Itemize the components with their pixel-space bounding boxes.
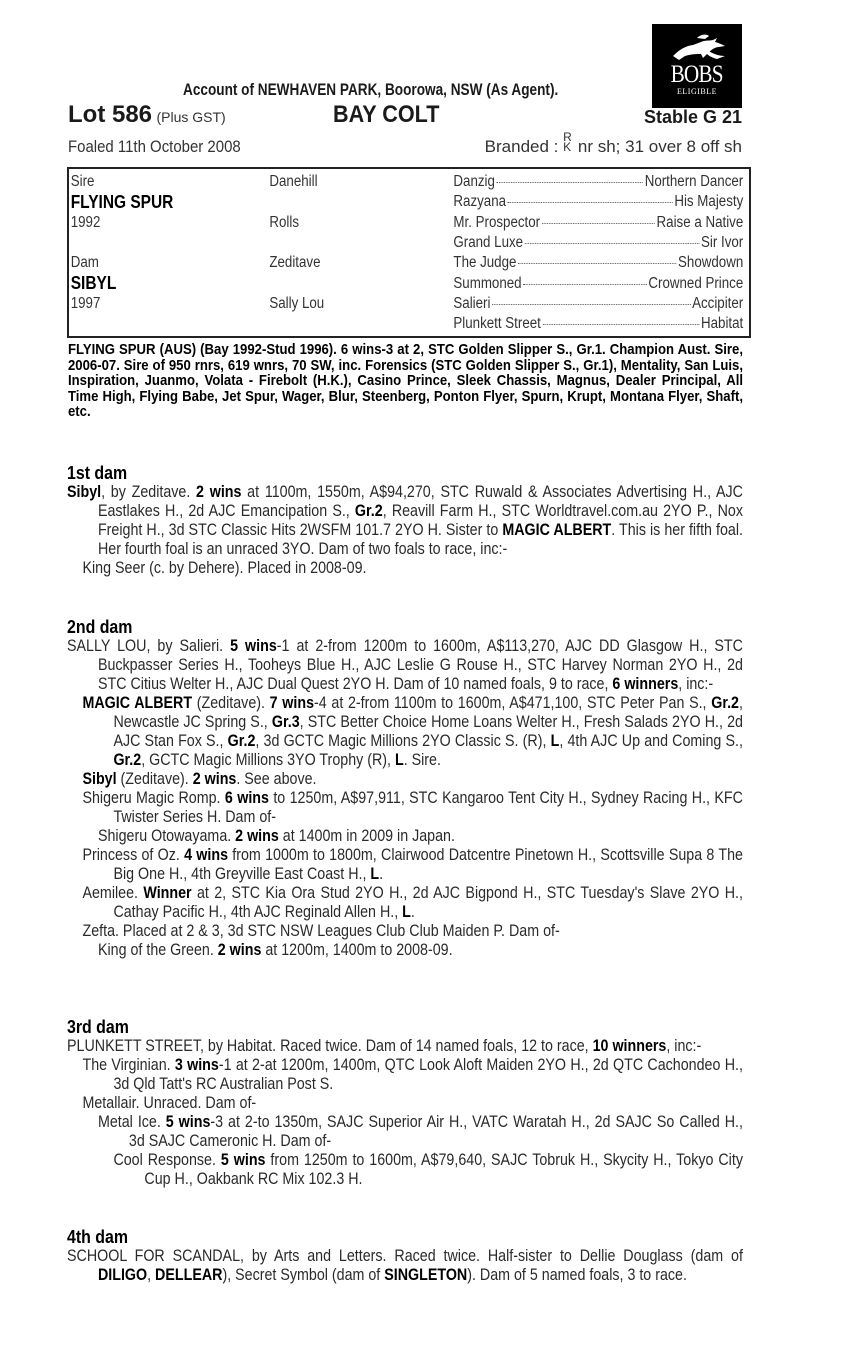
- bold-run: 5 wins: [220, 1150, 266, 1169]
- section-2nd-dam: [67, 617, 743, 959]
- text-run: (Zeditave).: [192, 693, 270, 712]
- text-run: . This is her fifth foal. Her fourth foal is an unraced 3YO. Dam of two foals to race, inc:-: [97, 520, 743, 558]
- text-run: SCHOOL FOR SCANDAL, by Arts and Letters. Raced twice. Half-sister to Dellie Douglass (dam of: [67, 1246, 743, 1265]
- pedigree-col1: FLYING SPUR: [70, 191, 174, 212]
- text-run: at 1400m in 2009 in Japan.: [278, 826, 455, 845]
- dotted-leader: [492, 304, 690, 305]
- dotted-leader: [523, 284, 646, 285]
- ancestor-dam: Salieri: [453, 294, 491, 312]
- ancestor-sire: Sir Ivor: [701, 234, 744, 252]
- bold-run: 6 wins: [224, 788, 269, 807]
- brand-mark-top: R: [563, 130, 572, 144]
- ancestor-dam: Plunkett Street: [453, 315, 541, 333]
- text-run: King Seer (c. by Dehere). Placed in 2008-09.: [82, 558, 367, 577]
- bold-run: Sibyl: [82, 769, 117, 788]
- text-run: SALLY LOU, by Salieri.: [67, 636, 231, 655]
- pedigree-entry: [67, 482, 743, 558]
- bold-run: MAGIC ALBERT: [82, 693, 193, 712]
- dotted-leader: [497, 182, 643, 183]
- text-run: PLUNKETT STREET, by Habitat. Raced twice. Dam of 14 named foals, 12 to race,: [67, 1036, 593, 1055]
- brand-description: [484, 130, 742, 157]
- bold-run: L: [394, 750, 404, 769]
- pedigree-entry: [67, 1093, 743, 1112]
- pedigree-col1: SIBYL: [70, 273, 117, 294]
- bold-run: 7 wins: [269, 693, 315, 712]
- pedigree-entry: [67, 883, 743, 921]
- text-run: at 1200m, 1400m to 2008-09.: [261, 940, 453, 959]
- text-run: to 1250m, A$97,911, STC Kangaroo Tent City H., Sydney Racing H., KFC Twister Series H. Dam of-: [113, 788, 743, 826]
- text-run: .: [410, 902, 415, 921]
- ancestor-sire: Accipiter: [692, 294, 744, 312]
- pedigree-entry: [67, 693, 743, 769]
- bold-run: MAGIC ALBERT: [502, 520, 612, 539]
- pedigree-entry: [67, 826, 743, 845]
- section-heading: 3rd dam: [67, 1016, 129, 1037]
- pedigree-col3: [453, 295, 748, 313]
- pedigree-row: [69, 273, 748, 293]
- pedigree-col3: [453, 214, 748, 232]
- text-run: -4 at 2-from 1100m to 1600m, A$471,100, STC Peter Pan S.,: [314, 693, 712, 712]
- pedigree-col1: 1992: [70, 213, 101, 231]
- text-run: Princess of Oz.: [82, 845, 185, 864]
- pedigree-col2: Danehill: [269, 173, 318, 191]
- section-heading: 4th dam: [67, 1226, 129, 1247]
- text-run: ), Secret Symbol (dam of: [222, 1265, 385, 1284]
- ancestor-sire: His Majesty: [674, 193, 744, 211]
- text-run: , Reavill Farm H., STC Worldtravel.com.au 2YO P., Nox Freight H., 3d STC Classic Hits 2WSFM 101.7 2YO H. Sister to: [97, 501, 743, 539]
- vendor-account: Account of NEWHAVEN PARK, Boorowa, NSW (As Agent).: [183, 80, 559, 99]
- text-run: (Zeditave).: [116, 769, 193, 788]
- pedigree-entry: [67, 1150, 743, 1188]
- bold-run: Gr.2: [354, 501, 383, 520]
- pedigree-col3: [453, 254, 748, 272]
- brand-mark-bottom: K: [563, 140, 572, 154]
- ancestor-dam: Mr. Prospector: [453, 213, 541, 231]
- section-3rd-dam: [67, 1017, 743, 1188]
- pedigree-row: [69, 233, 748, 253]
- ancestor-sire: Crowned Prince: [648, 274, 744, 292]
- text-run: , by Zeditave.: [101, 482, 197, 501]
- pedigree-row: [69, 172, 748, 192]
- bold-run: Winner: [143, 883, 192, 902]
- text-run: . See above.: [236, 769, 317, 788]
- text-run: Cool Response.: [113, 1150, 221, 1169]
- pedigree-col3: [453, 193, 748, 211]
- pedigree-table: [67, 167, 751, 338]
- pedigree-row: [69, 213, 748, 233]
- pedigree-row: [69, 253, 748, 273]
- pedigree-col2: Zeditave: [269, 254, 321, 272]
- text-run: , 4th AJC Up and Coming S.,: [559, 731, 743, 750]
- bold-run: Gr.2: [113, 750, 142, 769]
- pedigree-entry: [67, 1246, 743, 1284]
- bold-run: Gr.3: [271, 712, 300, 731]
- sire-summary: [68, 343, 742, 421]
- pedigree-entry: [67, 921, 743, 940]
- foaled-date: Foaled 11th October 2008: [68, 137, 241, 156]
- bold-run: 5 wins: [165, 1112, 211, 1131]
- bold-run: 6 winners: [612, 674, 679, 693]
- pedigree-entry: [67, 845, 743, 883]
- bold-run: Sibyl: [67, 482, 102, 501]
- ancestor-dam: Danzig: [453, 173, 495, 191]
- bold-run: 2 wins: [196, 482, 242, 501]
- text-run: Shigeru Otowayama.: [97, 826, 236, 845]
- text-run: from 1250m to 1600m, A$79,640, SAJC Tobruk H., Skycity H., Tokyo City Cup H., Oakbank RC Mix 102.3 H.: [144, 1150, 743, 1188]
- stable-location: Stable G 21: [643, 107, 742, 127]
- section-4th-dam: [67, 1227, 743, 1284]
- dotted-leader: [525, 243, 699, 244]
- bold-run: Gr.2: [711, 693, 739, 712]
- pedigree-row: [69, 294, 748, 314]
- bold-run: 2 wins: [217, 940, 262, 959]
- bold-run: 5 wins: [230, 636, 277, 655]
- bobs-eligible-logo: [652, 24, 742, 108]
- pedigree-col1: Sire: [70, 173, 95, 191]
- pedigree-entry: [67, 788, 743, 826]
- bold-run: 10 winners: [592, 1036, 667, 1055]
- bold-run: L: [402, 902, 411, 921]
- dotted-leader: [542, 223, 655, 224]
- ancestor-sire: Habitat: [700, 315, 744, 333]
- text-run: ). Dam of 5 named foals, 3 to race.: [467, 1265, 687, 1284]
- logo-brand-text: BOBS: [670, 61, 724, 88]
- text-run: , GCTC Magic Millions 3YO Trophy (R),: [141, 750, 395, 769]
- brand-mark: [563, 130, 573, 155]
- bold-run: 2 wins: [235, 826, 279, 845]
- text-run: Zefta. Placed at 2 & 3, 3d STC NSW Leagues Club Club Maiden P. Dam of-: [82, 921, 560, 940]
- pedigree-row: [69, 192, 748, 212]
- pedigree-row: [69, 314, 748, 334]
- pedigree-col3: [453, 315, 748, 333]
- dotted-leader: [518, 263, 676, 264]
- horse-rider-icon: [667, 32, 727, 64]
- text-run: The Virginian.: [82, 1055, 175, 1074]
- text-run: Metallair. Unraced. Dam of-: [82, 1093, 257, 1112]
- text-run: , 3d GCTC Magic Millions 2YO Classic S. (R),: [255, 731, 551, 750]
- ancestor-dam: Summoned: [453, 274, 522, 292]
- text-run: , inc:-: [678, 674, 714, 693]
- brand-rest: nr sh; 31 over 8 off sh: [577, 137, 742, 156]
- text-run: -1 at 2-from 1200m to 1600m, A$113,270, AJC DD Glasgow H., STC Buckpasser Series H., Tooheys Blue H., AJC Leslie G Rouse H., STC Harvey Norman 2YO H., 2d STC Citius Welter H., AJC Dual Quest 2YO H. Dam of 10 named foals, 9 to race,: [97, 636, 743, 693]
- text-run: Metal Ice.: [97, 1112, 166, 1131]
- text-run: . Sire.: [403, 750, 441, 769]
- text-run: , inc:-: [666, 1036, 702, 1055]
- ancestor-dam: The Judge: [453, 254, 517, 272]
- bold-run: 3 wins: [174, 1055, 219, 1074]
- bold-run: L: [550, 731, 560, 750]
- text-run: , STC Better Choice Home Loans Welter H., Fresh Salads 2YO H., 2d AJC Stan Fox S.,: [113, 712, 743, 750]
- text-run: at 2, STC Kia Ora Stud 2YO H., 2d AJC Bigpond H., STC Tuesday's Slave 2YO H., Cathay Pacific H., 4th AJC Reginald Allen H.,: [113, 883, 743, 921]
- pedigree-col2: Sally Lou: [269, 294, 325, 312]
- text-run: ,: [147, 1265, 156, 1284]
- bold-run: DILIGO: [97, 1265, 148, 1284]
- section-heading: 1st dam: [67, 462, 128, 483]
- pedigree-entry: [67, 558, 743, 577]
- dotted-leader: [508, 202, 673, 203]
- dotted-leader: [543, 324, 700, 325]
- bold-run: SINGLETON: [384, 1265, 468, 1284]
- text-run: Aemilee.: [82, 883, 144, 902]
- text-run: -1 at 2-at 1200m, 1400m, QTC Look Aloft Maiden 2YO H., 2d QTC Cachondeo H., 3d Qld Tatt's RC Australian Post S.: [113, 1055, 743, 1093]
- ancestor-sire: Showdown: [678, 254, 744, 272]
- brand-label: Branded :: [484, 137, 559, 156]
- pedigree-entry: [67, 769, 743, 788]
- bold-run: L: [370, 864, 380, 883]
- lot-label: Lot 586: [68, 101, 153, 128]
- pedigree-entry: [67, 636, 743, 693]
- section-1st-dam: [67, 463, 743, 577]
- text-run: , Newcastle JC Spring S.,: [113, 693, 743, 731]
- pedigree-entry: [67, 1036, 743, 1055]
- pedigree-col3: [453, 234, 748, 252]
- pedigree-col1: Dam: [70, 254, 99, 272]
- bold-run: 2 wins: [192, 769, 237, 788]
- ancestor-sire: Raise a Native: [656, 213, 744, 231]
- ancestor-dam: Grand Luxe: [453, 234, 524, 252]
- text-run: King of the Green.: [97, 940, 218, 959]
- text-run: from 1000m to 1800m, Clairwood Datcentre Pinetown H., Scottsville Supa 8 The Big One H., 4th Greyville East Coast H.,: [113, 845, 743, 883]
- pedigree-entry: [67, 1055, 743, 1093]
- pedigree-entry: [67, 1112, 743, 1150]
- bold-run: DELLEAR: [155, 1265, 223, 1284]
- text-run: -3 at 2-to 1350m, SAJC Superior Air H., VATC Waratah H., 2d SAJC So Called H., 3d SAJC Cameronic H. Dam of-: [128, 1112, 743, 1150]
- pedigree-col3: [453, 173, 748, 191]
- bold-run: Gr.2: [227, 731, 256, 750]
- ancestor-sire: Northern Dancer: [644, 173, 744, 191]
- pedigree-entry: [67, 940, 743, 959]
- text-run: .: [379, 864, 384, 883]
- text-run: at 1100m, 1550m, A$94,270, STC Ruwald & Associates Advertising H., AJC Eastlakes H., 2d AJC Emancipation S.,: [97, 482, 743, 520]
- lot-number: [68, 101, 226, 129]
- ancestor-dam: Razyana: [453, 193, 507, 211]
- pedigree-col2: Rolls: [269, 213, 300, 231]
- lot-note: (Plus GST): [156, 109, 226, 125]
- logo-subtext: ELIGIBLE: [677, 87, 717, 96]
- pedigree-col1: 1997: [70, 294, 101, 312]
- sire-summary-text: FLYING SPUR (AUS) (Bay 1992-Stud 1996). 6 wins-3 at 2, STC Golden Slipper S., Gr.1. Champion Aust. Sire, 2006-07. Sire of 950 rnrs, 619 wnrs, 70 SW, inc. Forensics (STC Golden Slipper S., Gr.1), Mentality, San Luis, Inspiration, Juanmo, Volata - Firebolt (H.K.), Casino Prince, Sleek Chassis, Magnus, Dealer Principal, All Time High, Flying Babe, Jet Spur, Wager, Blur, Steenberg, Ponton Flyer, Spurn, Krupt, Montana Flyer, Shaft, etc.: [68, 342, 743, 421]
- section-heading: 2nd dam: [67, 616, 133, 637]
- pedigree-col3: [453, 275, 748, 293]
- colour-sex: BAY COLT: [333, 101, 440, 128]
- text-run: Shigeru Magic Romp.: [82, 788, 225, 807]
- bold-run: 4 wins: [184, 845, 229, 864]
